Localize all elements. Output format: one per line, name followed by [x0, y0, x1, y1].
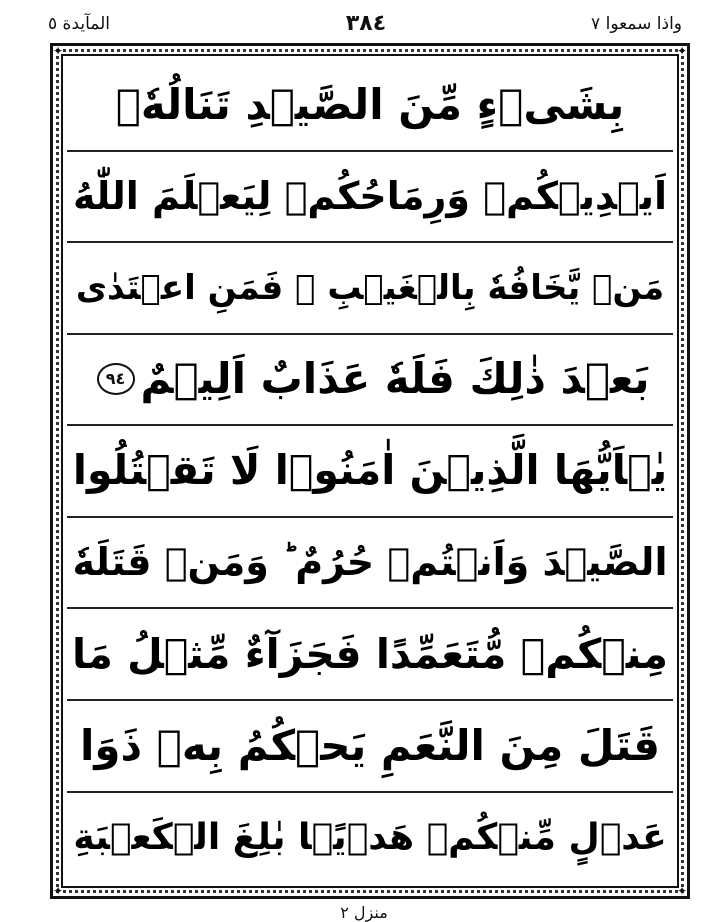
verse-line: [67, 152, 673, 244]
verse-line: [67, 701, 673, 793]
page-number: ٣٨٤: [345, 11, 387, 36]
verse-line-text: یٰۤاَیُّهَا الَّذِیۡنَ اٰمَنُوۡا لَا تَقۡتُلُوا: [72, 446, 668, 495]
juz-name: واذا سمعوا ٧: [591, 14, 682, 34]
surah-name: المآيدة ٥: [48, 14, 111, 34]
verse-line: [67, 335, 673, 427]
verse-line: [67, 243, 673, 335]
verse-line: [67, 609, 673, 701]
corner-ornament-icon: ✦: [52, 44, 64, 58]
verse-line-text: الصَّیۡدَ وَاَنۡتُمۡ حُرُمٌ ؕ وَمَنۡ قَتَلَهٗ: [72, 539, 668, 584]
verse-line-text: مَنۡ یَّخَافُهٗ بِالۡغَیۡبِ ۚ فَمَنِ اعۡتَدٰی: [75, 267, 665, 308]
verse-lines: [67, 60, 673, 882]
verse-line-text: مِنۡكُمۡ مُّتَعَمِّدًا فَجَزَآءٌ مِّثۡلُ مَا: [72, 629, 668, 678]
verse-line-text: بَعۡدَ ذٰلِكَ فَلَهٗ عَذَابٌ اَلِیۡمٌ: [140, 354, 650, 404]
page-header: [40, 12, 692, 42]
ayah-number-marker: ٩٤: [97, 363, 135, 395]
corner-ornament-icon: ✦: [676, 44, 688, 58]
verse-line: [67, 793, 673, 883]
verse-line-text: قَتَلَ مِنَ النَّعَمِ یَحۡكُمُ بِهٖ ذَوَا: [79, 720, 661, 770]
verse-line: [67, 60, 673, 152]
verse-line-text: بِشَیۡءٍ مِّنَ الصَّیۡدِ تَنَالُهٗۤ: [115, 79, 625, 129]
verse-line-text: عَدۡلٍ مِّنۡكُمۡ هَدۡیًۢا بٰلِغَ الۡكَعۡبَةِ: [73, 816, 667, 858]
page-frame: [50, 43, 690, 899]
verse-line-text: اَیۡدِیۡكُمۡ وَرِمَاحُكُمۡ لِیَعۡلَمَ اللّٰهُ: [72, 173, 668, 218]
verse-line: [67, 426, 673, 518]
corner-ornament-icon: ✦: [676, 884, 688, 898]
verse-line: [67, 518, 673, 610]
corner-ornament-icon: ✦: [52, 884, 64, 898]
manzil-footer: منزل ٢: [340, 903, 388, 922]
